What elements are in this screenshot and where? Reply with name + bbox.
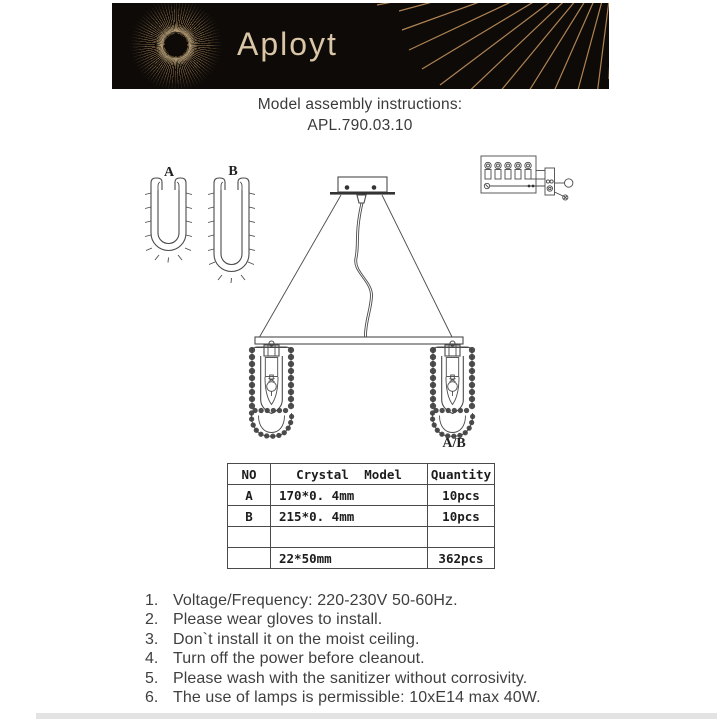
- crystal-spec-table: [227, 463, 495, 569]
- table-row: [228, 485, 495, 506]
- brand-name: Aployt: [237, 26, 338, 62]
- starburst-logo-icon: [130, 3, 222, 89]
- item-text: Please wear gloves to install.: [173, 611, 383, 629]
- instructions-list: [145, 591, 541, 707]
- list-item: [145, 610, 541, 629]
- crystal-a-diagram: [145, 165, 192, 263]
- table-row: [228, 527, 495, 548]
- cell-quantity: [428, 527, 495, 548]
- model-number: APL.790.03.10: [307, 116, 413, 134]
- crystal-b-label: B: [228, 164, 238, 179]
- list-item: [145, 688, 541, 707]
- item-text: The use of lamps is permissible: 10xE14 max 40W.: [173, 689, 541, 707]
- cell-no: A: [228, 485, 271, 506]
- page-edge-strip: [36, 713, 717, 719]
- assembly-diagram: [130, 150, 600, 460]
- pendant-left: [251, 341, 291, 436]
- chandelier-diagram: [251, 177, 472, 451]
- cell-no: [228, 548, 271, 569]
- cell-quantity: 362pcs: [428, 548, 495, 569]
- item-number: 3.: [145, 630, 159, 648]
- list-item: [145, 630, 541, 649]
- cell-quantity: 10pcs: [428, 506, 495, 527]
- item-number: 5.: [145, 669, 159, 687]
- cell-model: 215*0. 4mm: [271, 506, 428, 527]
- pendant-right: [432, 341, 472, 436]
- title-block: [0, 95, 720, 136]
- item-number: 6.: [145, 689, 159, 707]
- item-number: 1.: [145, 592, 159, 609]
- cell-quantity: 10pcs: [428, 485, 495, 506]
- brand-banner: [112, 3, 609, 89]
- cell-model: 22*50mm: [271, 548, 428, 569]
- pendant-ab-label: A/B: [442, 436, 466, 451]
- table-row: [228, 506, 495, 527]
- crystal-a-label: A: [163, 165, 175, 180]
- item-number: 4.: [145, 650, 159, 668]
- item-text: Please wash with the sanitizer without corrosivity.: [173, 669, 528, 687]
- cell-no: B: [228, 506, 271, 527]
- item-text: Turn off the power before cleanout.: [173, 650, 425, 668]
- cell-no: [228, 527, 271, 548]
- wiring-diagram: [481, 156, 573, 200]
- list-item: [145, 591, 541, 610]
- table-header-row: [228, 464, 495, 485]
- decorative-rays-icon: [347, 3, 609, 89]
- item-text: Voltage/Frequency: 220-230V 50-60Hz.: [173, 592, 458, 609]
- col-header-no: NO: [228, 464, 271, 485]
- col-header-model: Crystal Model: [271, 464, 428, 485]
- table-row: [228, 548, 495, 569]
- item-number: 2.: [145, 611, 159, 629]
- cell-model: [271, 527, 428, 548]
- page-title: Model assembly instructions:: [257, 96, 463, 113]
- cell-model: 170*0. 4mm: [271, 485, 428, 506]
- crystal-b-diagram: [208, 164, 255, 283]
- list-item: [145, 649, 541, 668]
- list-item: [145, 669, 541, 688]
- col-header-quantity: Quantity: [428, 464, 495, 485]
- item-text: Don`t install it on the moist ceiling.: [173, 630, 420, 648]
